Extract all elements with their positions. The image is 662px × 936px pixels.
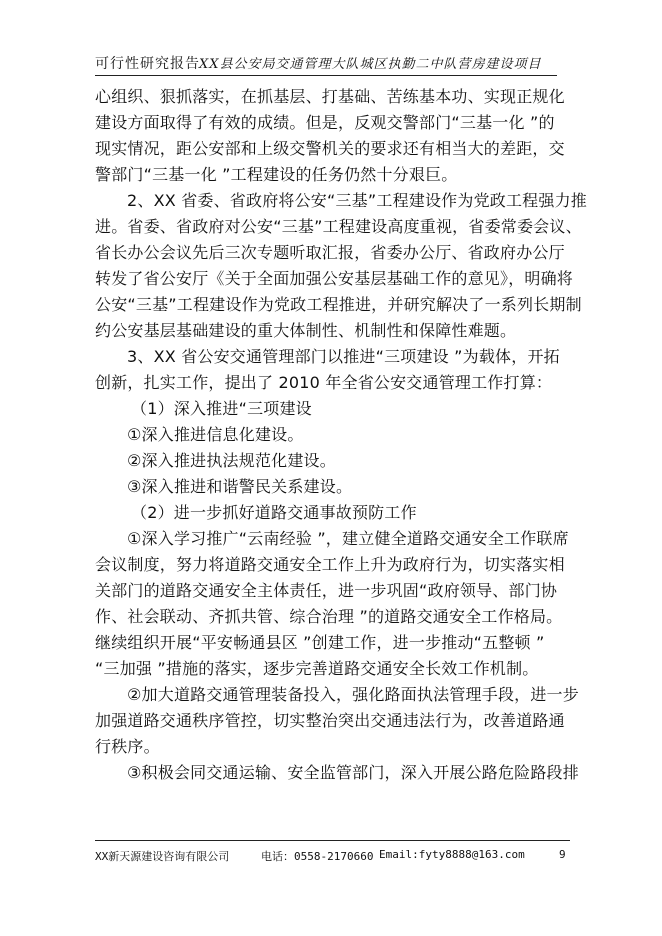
body-line: 3、XX 省公安交通管理部门以推进“三项建设 ”为载体，开拓: [127, 347, 560, 366]
body-line: 现实情况，距公安部和上级交警机关的要求还有相当大的差距，交: [95, 139, 565, 158]
body-line: 心组织、狠抓落实，在抓基层、打基础、苦练基本功、实现正规化: [95, 87, 565, 106]
body-line: 进。省委、省政府对公安“三基”工程建设高度重视，省委常委会议、: [95, 217, 582, 236]
page-footer: [95, 840, 570, 865]
body-line: 2、XX 省委、省政府将公安“三基”工程建设作为党政工程强力推: [127, 191, 587, 210]
page-number: 9: [559, 848, 566, 861]
footer-email: Email:fyty8888@163.com: [379, 848, 525, 861]
header-project-title: XX县公安局交通管理大队城区执勤二中队营房建设项目: [199, 57, 542, 72]
body-line: “三加强 ”措施的落实，逐步完善道路交通安全长效工作机制。: [95, 659, 539, 678]
document-body: [95, 84, 587, 786]
footer-phone: 电话：0558-2170660: [261, 850, 374, 863]
body-line: 公安“三基”工程建设作为党政工程推进，并研究解决了一系列长期制: [95, 295, 582, 314]
body-line: （2）进一步抓好道路交通事故预防工作: [131, 503, 417, 522]
body-line: 继续组织开展“平安畅通县区 ”创建工作，进一步推动“五整顿 ”: [95, 633, 545, 652]
body-line: 行秩序。: [95, 737, 160, 756]
body-line: （1）深入推进“三项建设: [131, 399, 312, 418]
body-line: ①深入学习推广“云南经验 ”，建立健全道路交通安全工作联席: [127, 529, 569, 548]
footer-company: XX新天源建设咨询有限公司: [95, 850, 230, 863]
body-line: 关部门的道路交通安全主体责任，进一步巩固“政府领导、部门协: [95, 581, 558, 600]
body-line: ③深入推进和谐警民关系建设。: [127, 477, 353, 496]
header-doc-type: 可行性研究报告: [95, 56, 200, 72]
body-line: 建设方面取得了有效的成绩。但是，反观交警部门“三基一化 ”的: [95, 113, 555, 132]
page-header: [95, 49, 557, 76]
body-line: 创新，扎实工作，提出了 2010 年全省公安交通管理工作打算：: [95, 373, 553, 392]
body-line: ①深入推进信息化建设。: [127, 425, 304, 444]
body-line: 省长办公会议先后三次专题听取汇报，省委办公厅、省政府办公厅: [95, 243, 565, 262]
body-line: ②深入推进执法规范化建设。: [127, 451, 336, 470]
body-line: ③积极会同交通运输、安全监管部门，深入开展公路危险路段排: [127, 763, 579, 782]
body-line: 会议制度，努力将道路交通安全工作上升为政府行为，切实落实相: [95, 555, 565, 574]
body-line: 作、社会联动、齐抓共管、综合治理 ”的道路交通安全工作格局。: [95, 607, 563, 626]
body-line: 转发了省公安厅《关于全面加强公安基层基础工作的意见》，明确将: [95, 269, 574, 288]
body-line: ②加大道路交通管理装备投入，强化路面执法管理手段，进一步: [127, 685, 579, 704]
body-line: 警部门“三基一化 ”工程建设的任务仍然十分艰巨。: [95, 165, 458, 184]
body-line: 约公安基层基础建设的重大体制性、机制性和保障性难题。: [95, 321, 517, 340]
body-line: 加强道路交通秩序管控，切实整治突出交通违法行为，改善道路通: [95, 711, 565, 730]
